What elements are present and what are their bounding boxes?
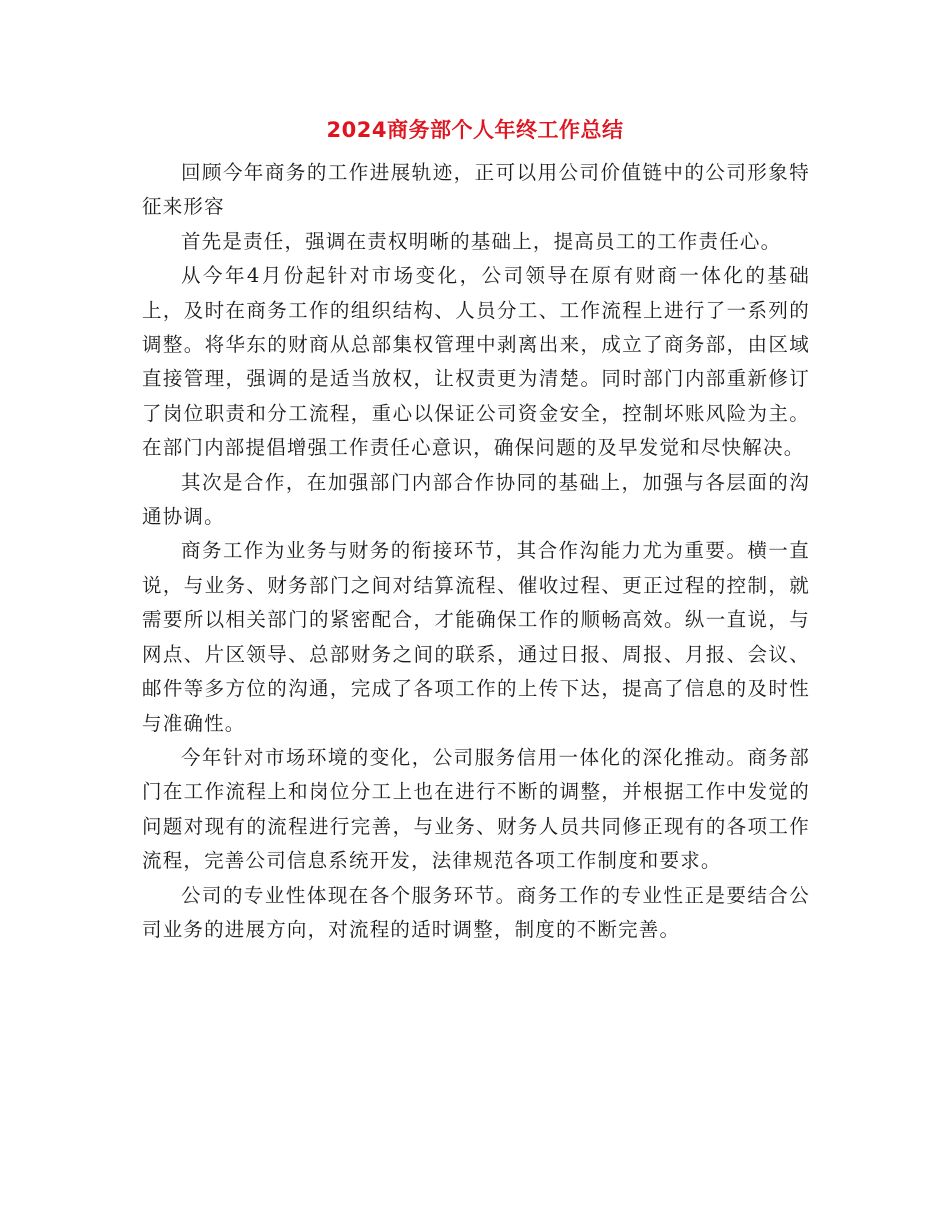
document-title: 2024商务部个人年终工作总结 [326, 118, 624, 142]
paragraph-2: 首先是责任，强调在责权明晰的基础上，提高员工的工作责任心。 [181, 229, 782, 253]
paragraph-4: 其次是合作，在加强部门内部合作协同的基础上，加强与各层面的沟通协调。 [142, 470, 810, 529]
paragraph-6: 今年针对市场环境的变化，公司服务信用一体化的深化推动。商务部门在工作流程上和岗位分工上也在进行不断的调整，并根据工作中发觉的问题对现有的流程进行完善，与业务、财务人员共同修正现有的各项工作流程，完善公司信息系统开发，法律规范各项工作制度和要求。 [142, 745, 810, 873]
paragraph-7: 公司的专业性体现在各个服务环节。商务工作的专业性正是要结合公司业务的进展方向，对流程的适时调整，制度的不断完善。 [142, 883, 810, 941]
paragraph-3: 从今年4月份起针对市场变化，公司领导在原有财商一体化的基础上，及时在商务工作的组织结构、人员分工、工作流程上进行了一系列的调整。将华东的财商从总部集权管理中剥离出来，成立了商务部，由区域直接管理，强调的是适当放权，让权责更为清楚。同时部门内部重新修订了岗位职责和分工流程，重心以保证公司资金安全，控制坏账风险为主。在部门内部提倡增强工作责任心意识，确保问题的及早发觉和尽快解决。 [142, 264, 810, 460]
document-body [142, 156, 810, 947]
paragraph-1: 回顾今年商务的工作进展轨迹，正可以用公司价值链中的公司形象特征来形容 [142, 161, 810, 219]
paragraph-5: 商务工作为业务与财务的衔接环节，其合作沟能力尤为重要。横一直说，与业务、财务部门之间对结算流程、催收过程、更正过程的控制，就需要所以相关部门的紧密配合，才能确保工作的顺畅高效。纵一直说，与网点、片区领导、总部财务之间的联系，通过日报、周报、月报、会议、邮件等多方位的沟通，完成了各项工作的上传下达，提高了信息的及时性与准确性。 [142, 539, 810, 735]
